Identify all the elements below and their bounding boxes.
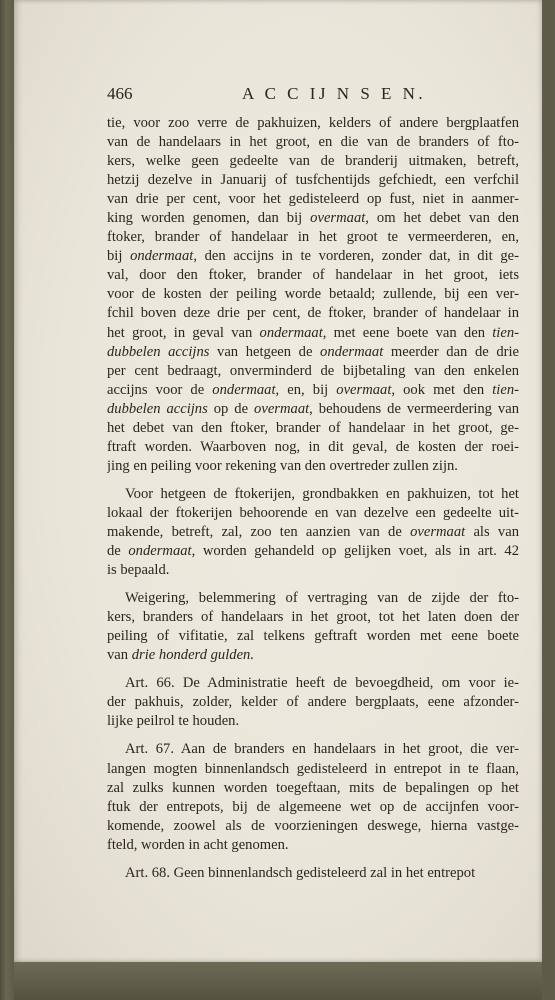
text-line: Voor hetgeen de ftokerijen, grondbakken en pakhuizen, tot het bbox=[125, 485, 519, 502]
text-line: val, door den ftoker, brander of handelaar in het groot, iets bbox=[107, 267, 519, 284]
page-bottom-edge bbox=[14, 962, 542, 1000]
text-line: bij ondermaat, den accijns in te vorderen, zonder dat, in dit ge- bbox=[107, 248, 519, 265]
text-line: peiling of vifitatie, zal telkens geftraft worden met eene boete bbox=[107, 628, 519, 645]
page-text-block bbox=[107, 84, 519, 892]
text-line: fchil boven deze drie per cent, de ftoker, brander of handelaar in bbox=[107, 305, 519, 322]
paragraph-stokerijen bbox=[107, 485, 519, 580]
text-line: der pakhuis, zolder, kelder of andere bergplaats, eene afzonder- bbox=[107, 694, 519, 711]
text-line: ftoker, brander of handelaar in het groot te vermeerderen, en, bbox=[107, 229, 519, 246]
text-line: tie, voor zoo verre de pakhuizen, kelders of andere bergplaatfen bbox=[107, 115, 519, 131]
paragraph-art-66 bbox=[107, 674, 519, 731]
text-line: lijke peilrol te houden. bbox=[107, 713, 240, 730]
text-line: hetzij dezelve in Januarij of tusfchentijds gefchiedt, een verfchil bbox=[107, 172, 519, 189]
text-line: langen mogten binnenlandsch gedisteleerd in entrepot in te flaan, bbox=[107, 760, 519, 777]
text-line: dubbelen accijns van hetgeen de ondermaat meerder dan de drie bbox=[107, 343, 519, 360]
text-line: kers, welke geen gedeelte van de branderij uitmaken, betreft, bbox=[107, 153, 519, 170]
text-line: dubbelen accijns op de overmaat, behoudens de vermeerdering van bbox=[107, 400, 519, 417]
paragraph-continuation bbox=[107, 114, 519, 476]
page-header bbox=[107, 84, 519, 110]
text-line: Art. 68. Geen binnenlandsch gedisteleerd zal in het entrepot bbox=[125, 864, 476, 881]
paragraph-art-67 bbox=[107, 740, 519, 854]
text-line: het debet van den ftoker, brander of handelaar in het groot, ge- bbox=[107, 419, 519, 436]
text-line: van de handelaars in het groot, en die van de branders of fto- bbox=[107, 134, 519, 151]
text-line: voor de kosten der peiling worde betaald; zullende, bij een ver- bbox=[107, 286, 519, 303]
text-line: van drie per cent, voor het gedisteleerd op fust, niet in aanmer- bbox=[107, 191, 519, 208]
text-line: fteld, worden in acht genomen. bbox=[107, 836, 289, 853]
text-line: jing en peiling voor rekening van den overtreder zullen zijn. bbox=[107, 457, 458, 474]
text-line: de ondermaat, worden gehandeld op gelijken voet, als in art. 42 bbox=[107, 543, 519, 560]
text-line: van drie honderd gulden. bbox=[107, 647, 255, 664]
text-line: ftuk der entrepots, bij de algemeene wet op de accijnfen voor- bbox=[107, 798, 519, 815]
text-line: zal zulks kunnen worden toegeftaan, mits de bepalingen op het bbox=[107, 779, 519, 796]
running-title: A C C IJ N S E N. bbox=[242, 84, 427, 103]
page-number: 466 bbox=[107, 84, 133, 103]
text-line: ftraft worden. Waarboven nog, in dit geval, de kosten der roei- bbox=[107, 438, 519, 455]
paragraph-art-68 bbox=[107, 864, 519, 883]
text-line: lokaal der ftokerijen behoorende en van dezelve een gedeelte uit- bbox=[107, 504, 519, 521]
paragraph-weigering bbox=[107, 589, 519, 665]
text-line: Art. 67. Aan de branders en handelaars in het groot, die ver- bbox=[125, 741, 519, 758]
text-line: Weigering, belemmering of vertraging van de zijde der fto- bbox=[125, 590, 519, 607]
text-line: is bepaald. bbox=[107, 562, 170, 579]
text-line: kers, branders of handelaars in het groot, tot het laten doen der bbox=[107, 609, 519, 626]
text-line: Art. 66. De Administratie heeft de bevoegdheid, om voor ie- bbox=[125, 675, 519, 692]
text-line: makende, betreft, zal, zoo ten aanzien van de overmaat als van bbox=[107, 523, 519, 540]
text-line: king worden genomen, dan bij overmaat, om het debet van den bbox=[107, 210, 519, 227]
text-line: per cent bedraagt, onverminderd de bijbetaling van den enkelen bbox=[107, 362, 519, 379]
text-line: het groot, in geval van ondermaat, met eene boete van den tien- bbox=[107, 324, 519, 341]
text-line: accijns voor de ondermaat, en, bij overmaat, ook met den tien- bbox=[107, 381, 519, 398]
text-line: komende, zoowel als de voorzieningen deswege, hierna vastge- bbox=[107, 817, 519, 834]
